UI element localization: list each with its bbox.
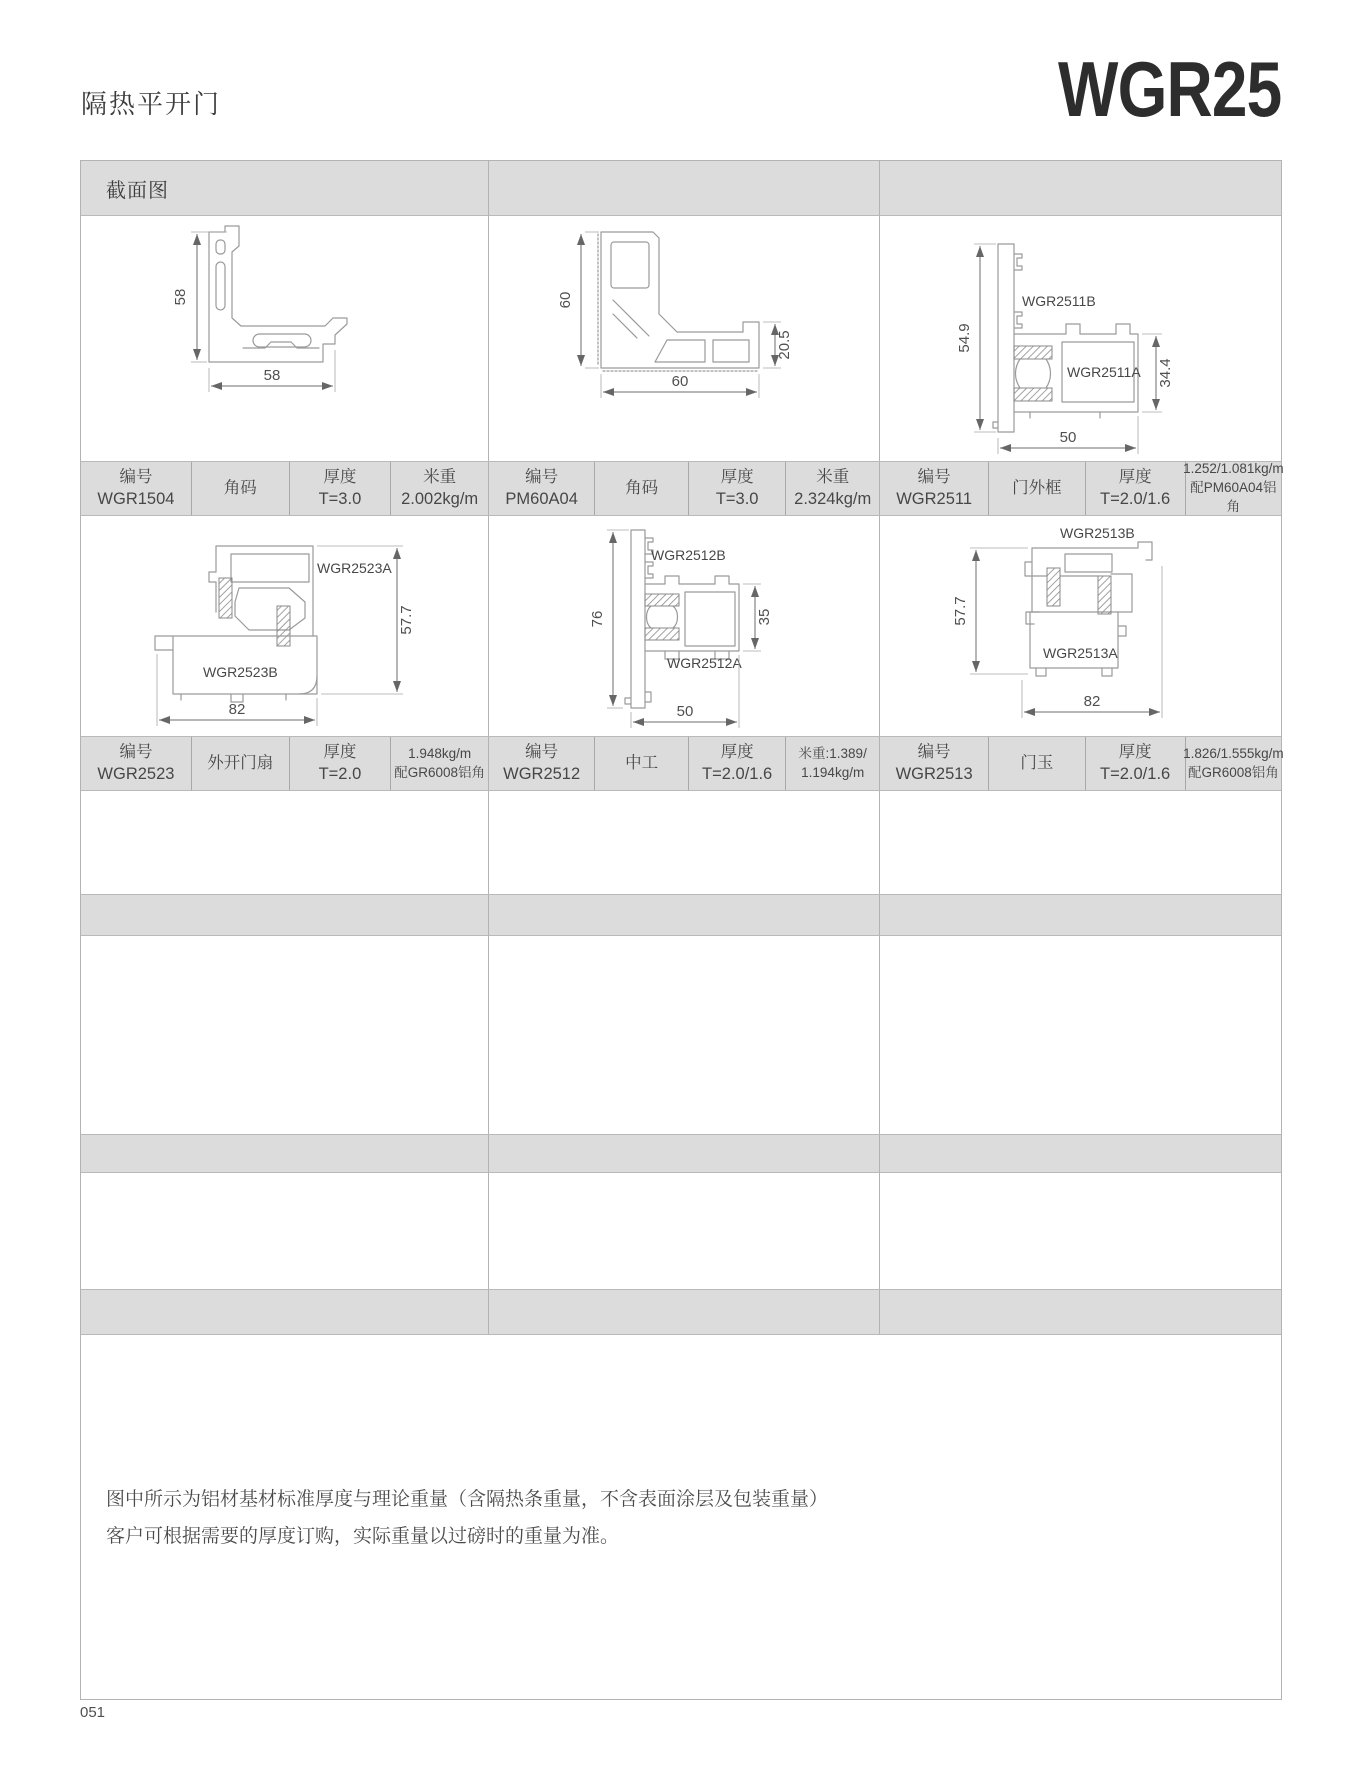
diagram-wgr2513 — [880, 516, 1280, 736]
empty-cell — [81, 1135, 488, 1172]
svg-text:60: 60 — [557, 291, 574, 309]
info-cell-name: 角码 — [191, 462, 289, 515]
profile-drawing-door-frame — [993, 244, 1141, 432]
empty-cell — [488, 895, 879, 935]
empty-cell — [81, 895, 488, 935]
diagram-wgr1504 — [81, 216, 486, 461]
empty-cell — [488, 1290, 879, 1334]
section-header-cell — [81, 161, 488, 215]
empty-cell — [81, 936, 488, 1134]
info-cell-name: 外开门扇 — [191, 737, 289, 790]
info-row-2 — [81, 736, 1284, 791]
section-header-label: 截面图 — [106, 179, 169, 202]
diagram-pm60a04 — [489, 216, 878, 461]
empty-diagram-row-4 — [81, 936, 1281, 1134]
info-cell-code: 编号 WGR1504 — [97, 467, 175, 508]
svg-text:58: 58 — [263, 367, 281, 384]
empty-info-row-4 — [81, 1134, 1281, 1173]
svg-text:20.5: 20.5 — [776, 330, 793, 360]
dim-right — [1142, 334, 1174, 412]
info-cell-thickness: 厚度 T=2.0/1.6 — [1085, 462, 1185, 515]
dim-left — [557, 232, 599, 368]
profile-label-box: WGR2511A — [1067, 364, 1141, 380]
profile-label-box: WGR2523B — [203, 664, 278, 680]
svg-text:60: 60 — [671, 373, 689, 390]
empty-cell — [879, 791, 1281, 894]
info-cell-code: 编号 WGR2512 — [503, 742, 581, 783]
info-cell-weight: 1.252/1.081kg/m 配PM60A04铝角 — [1183, 461, 1284, 514]
info-cell-weight: 1.826/1.555kg/m 配GR6008铝角 — [1185, 737, 1281, 790]
empty-cell — [488, 936, 879, 1134]
svg-text:54.9: 54.9 — [956, 323, 973, 353]
profile-label-top: WGR2523A — [317, 560, 392, 576]
diagram-cell-wgr1504 — [81, 216, 488, 461]
empty-cell — [879, 1173, 1281, 1289]
profile-label-top: WGR2513B — [1060, 525, 1135, 541]
empty-cell — [488, 1173, 879, 1289]
catalog-table — [80, 160, 1282, 1700]
footnote-line-1: 图中所示为铝材基材标准厚度与理论重量（含隔热条重量，不含表面涂层及包装重量） — [106, 1489, 829, 1510]
empty-cell — [81, 791, 488, 894]
profile-drawing-door-leaf — [1025, 525, 1152, 676]
info-wgr2513 — [879, 737, 1284, 790]
info-cell-code: 编号 PM60A04 — [505, 467, 578, 508]
svg-text:35: 35 — [756, 608, 773, 626]
svg-text:57.7: 57.7 — [952, 596, 969, 626]
profile-drawing-corner-cleat-1 — [209, 226, 347, 362]
page-number: 051 — [80, 1704, 106, 1721]
info-cell-code: 编号 WGR2511 — [896, 467, 973, 508]
info-cell-name: 角码 — [594, 462, 688, 515]
info-cell-thickness: 厚度 T=3.0 — [289, 462, 391, 515]
profile-label-top: WGR2511B — [1022, 293, 1096, 309]
section-header-spacer-1 — [488, 161, 879, 215]
page-title: 隔热平开门 — [81, 89, 222, 119]
dim-right — [763, 322, 793, 368]
section-header-spacer-2 — [879, 161, 1281, 215]
empty-cell — [488, 1135, 879, 1172]
empty-cell — [879, 895, 1281, 935]
info-cell-thickness: 厚度 T=2.0/1.6 — [688, 737, 786, 790]
diagram-wgr2511 — [880, 216, 1280, 461]
empty-diagram-row-5 — [81, 1173, 1281, 1289]
dim-left — [956, 244, 996, 432]
section-header-row — [81, 161, 1281, 216]
svg-text:57.7: 57.7 — [398, 605, 415, 635]
diagram-wgr2512 — [489, 516, 878, 736]
empty-cell — [879, 1290, 1281, 1334]
info-cell-weight: 米重 2.002kg/m — [390, 462, 488, 515]
info-cell-name: 门玉 — [988, 737, 1084, 790]
info-cell-thickness: 厚度 T=2.0 — [289, 737, 391, 790]
empty-cell — [879, 936, 1281, 1134]
empty-info-row-5 — [81, 1289, 1281, 1335]
svg-text:50: 50 — [676, 703, 694, 720]
profile-drawing-door-sash — [155, 546, 392, 702]
footnote-text — [106, 1481, 828, 1555]
svg-text:50: 50 — [1059, 429, 1077, 446]
svg-text:76: 76 — [589, 610, 606, 628]
info-wgr1504 — [81, 462, 488, 515]
svg-text:82: 82 — [1083, 693, 1101, 710]
footnote-line-2: 客户可根据需要的厚度订购，实际重量以过磅时的重量为准。 — [106, 1526, 620, 1548]
empty-cell — [81, 1290, 488, 1334]
dim-bottom — [209, 350, 335, 392]
diagram-wgr2523 — [81, 516, 486, 736]
dim-right — [743, 584, 773, 651]
info-cell-name: 门外框 — [988, 462, 1084, 515]
info-pm60a04 — [488, 462, 879, 515]
empty-cell — [488, 791, 879, 894]
empty-diagram-row-3 — [81, 791, 1281, 894]
info-cell-thickness: 厚度 T=2.0/1.6 — [1085, 737, 1185, 790]
profile-label-top: WGR2512B — [651, 547, 726, 563]
diagram-row-2 — [81, 516, 1281, 736]
profile-drawing-mullion — [625, 530, 742, 708]
svg-text:82: 82 — [228, 701, 246, 718]
diagram-cell-wgr2513 — [879, 516, 1281, 736]
svg-text:34.4: 34.4 — [1157, 358, 1174, 388]
profile-label-box: WGR2513A — [1043, 645, 1118, 661]
empty-info-row-3 — [81, 894, 1281, 936]
dim-left — [952, 548, 1028, 674]
info-row-1 — [81, 461, 1284, 516]
empty-cell — [879, 1135, 1281, 1172]
info-cell-weight: 1.948kg/m 配GR6008铝角 — [390, 737, 488, 790]
info-cell-code: 编号 WGR2523 — [97, 742, 175, 783]
dim-bottom — [601, 373, 759, 398]
profile-label-box: WGR2512A — [667, 655, 742, 671]
empty-cell — [81, 1173, 488, 1289]
dim-left — [172, 232, 227, 362]
dim-bottom — [998, 416, 1138, 454]
info-wgr2523 — [81, 737, 488, 790]
diagram-cell-wgr2511 — [879, 216, 1281, 461]
profile-drawing-corner-cleat-2 — [598, 232, 759, 371]
dim-bottom — [1022, 566, 1162, 718]
info-cell-weight: 米重:1.389/ 1.194kg/m — [785, 737, 879, 790]
diagram-cell-pm60a04 — [488, 216, 879, 461]
info-cell-name: 中工 — [594, 737, 688, 790]
diagram-cell-wgr2523 — [81, 516, 488, 736]
svg-text:58: 58 — [172, 288, 189, 306]
info-cell-code: 编号 WGR2513 — [895, 742, 973, 783]
info-cell-thickness: 厚度 T=3.0 — [688, 462, 786, 515]
info-cell-weight: 米重 2.324kg/m — [785, 462, 879, 515]
series-code: WGR25 — [1057, 45, 1281, 133]
dim-left — [589, 530, 629, 708]
note-row — [81, 1335, 1281, 1699]
info-wgr2511 — [879, 461, 1284, 515]
info-wgr2512 — [488, 737, 879, 790]
diagram-row-1 — [81, 216, 1281, 461]
diagram-cell-wgr2512 — [488, 516, 879, 736]
